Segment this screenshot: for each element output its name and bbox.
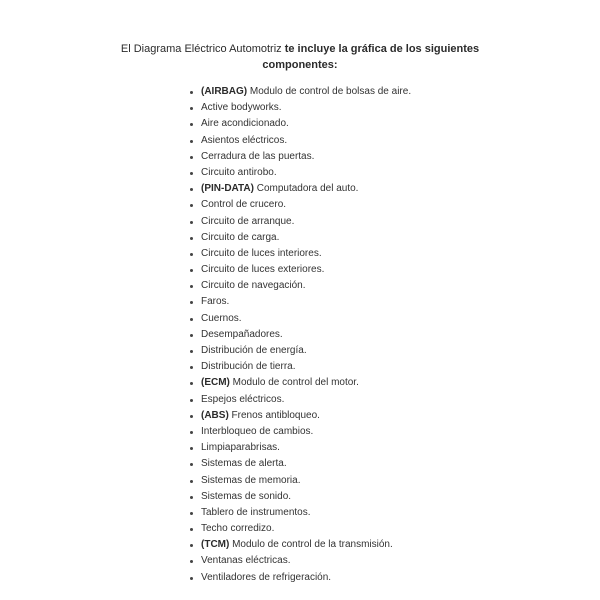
list-item: [190, 489, 570, 505]
bullet-icon: [190, 221, 193, 224]
list-item: [190, 278, 570, 294]
bullet-icon: [190, 415, 193, 418]
component-text: Sistemas de memoria.: [201, 474, 301, 486]
list-item: [190, 570, 570, 586]
list-item: [190, 197, 570, 213]
bullet-icon: [190, 188, 193, 191]
bullet-icon: [190, 253, 193, 256]
list-item: [190, 505, 570, 521]
list-item: [190, 456, 570, 472]
bullet-icon: [190, 382, 193, 385]
component-text: Circuito de arranque.: [201, 215, 295, 227]
bullet-icon: [190, 463, 193, 466]
component-code: (AIRBAG): [201, 86, 248, 97]
component-text: Asientos eléctricos.: [201, 134, 288, 146]
bullet-icon: [190, 528, 193, 531]
bullet-icon: [190, 237, 193, 240]
component-code: (TCM): [201, 539, 230, 551]
list-item: [190, 408, 570, 424]
component-text: Circuito de carga.: [201, 231, 280, 243]
component-text: Interbloqueo de cambios.: [201, 425, 314, 437]
list-item: [190, 230, 570, 246]
bullet-icon: [190, 269, 193, 272]
list-item: [190, 116, 570, 132]
component-text: Ventiladores de refrigeración.: [201, 571, 332, 583]
component-list: [190, 84, 570, 586]
intro-paragraph: [0, 41, 600, 73]
component-text: Modulo de control de la transmisión.: [229, 539, 393, 551]
bullet-icon: [190, 350, 193, 353]
bullet-icon: [190, 140, 193, 143]
list-item: [190, 537, 570, 553]
list-item: [190, 100, 570, 116]
component-code: (PIN-DATA): [201, 183, 254, 195]
component-text: Limpiaparabrisas.: [201, 442, 280, 454]
intro-line-1: [0, 41, 600, 57]
component-text: Espejos eléctricos.: [201, 393, 285, 405]
component-text: Aire acondicionado.: [201, 118, 289, 130]
component-text: Tablero de instrumentos.: [201, 506, 311, 518]
bullet-icon: [190, 334, 193, 337]
component-text: Modulo de control del motor.: [229, 377, 359, 389]
list-item: [190, 165, 570, 181]
component-text: Frenos antibloqueo.: [228, 409, 320, 421]
bullet-icon: [190, 318, 193, 321]
bullet-icon: [190, 560, 193, 563]
list-item: [190, 473, 570, 489]
bullet-icon: [190, 431, 193, 434]
component-text: Cuernos.: [201, 312, 242, 324]
list-item: [190, 343, 570, 359]
bullet-icon: [190, 204, 193, 207]
component-text: Computadora del auto.: [253, 183, 359, 195]
list-item: [190, 375, 570, 391]
list-item: [190, 133, 570, 149]
bullet-icon: [190, 577, 193, 580]
list-item: [190, 424, 570, 440]
bullet-icon: [190, 544, 193, 547]
component-text: Circuito antirobo.: [201, 166, 277, 178]
list-item: [190, 246, 570, 262]
bullet-icon: [190, 447, 193, 450]
component-text: Sistemas de alerta.: [201, 458, 287, 470]
bullet-icon: [190, 91, 193, 94]
component-text: Sistemas de sonido.: [201, 490, 292, 502]
intro-normal-text: El Diagrama Eléctrico Automotriz: [120, 43, 285, 55]
component-text: Desempañadores.: [201, 328, 283, 340]
intro-bold-text: te incluye la gráfica de los siguientes: [284, 43, 480, 55]
component-text: Ventanas eléctricas.: [201, 555, 291, 567]
list-item: [190, 84, 570, 100]
list-item: [190, 440, 570, 456]
bullet-icon: [190, 366, 193, 369]
component-text: Techo corredizo.: [201, 523, 275, 535]
component-text: Circuito de luces interiores.: [201, 247, 322, 259]
list-item: [190, 359, 570, 375]
bullet-icon: [190, 156, 193, 159]
list-item: [190, 553, 570, 569]
component-text: Faros.: [201, 296, 230, 308]
bullet-icon: [190, 301, 193, 304]
list-item: [190, 214, 570, 230]
list-item: [190, 294, 570, 310]
list-item: [190, 262, 570, 278]
component-code: (ECM): [201, 377, 230, 389]
component-text: Active bodyworks.: [201, 102, 282, 114]
list-item: [190, 521, 570, 537]
list-item: [190, 311, 570, 327]
component-text: Cerradura de las puertas.: [201, 150, 315, 162]
bullet-icon: [190, 496, 193, 499]
bullet-icon: [190, 285, 193, 288]
bullet-icon: [190, 399, 193, 402]
bullet-icon: [190, 512, 193, 515]
component-text: Modulo de control de bolsas de aire.: [247, 86, 412, 97]
bullet-icon: [190, 107, 193, 110]
bullet-icon: [190, 480, 193, 483]
component-code: (ABS): [201, 409, 229, 421]
component-text: Circuito de navegación.: [201, 280, 306, 292]
intro-line-2: componentes:: [262, 59, 338, 71]
component-text: Distribución de tierra.: [201, 361, 296, 373]
bullet-icon: [190, 172, 193, 175]
component-text: Circuito de luces exteriores.: [201, 264, 325, 276]
component-text: Control de crucero.: [201, 199, 287, 211]
list-item: [190, 327, 570, 343]
bullet-icon: [190, 123, 193, 126]
list-item: [190, 392, 570, 408]
component-text: Distribución de energía.: [201, 345, 307, 356]
list-item: [190, 149, 570, 165]
list-item: [190, 181, 570, 197]
